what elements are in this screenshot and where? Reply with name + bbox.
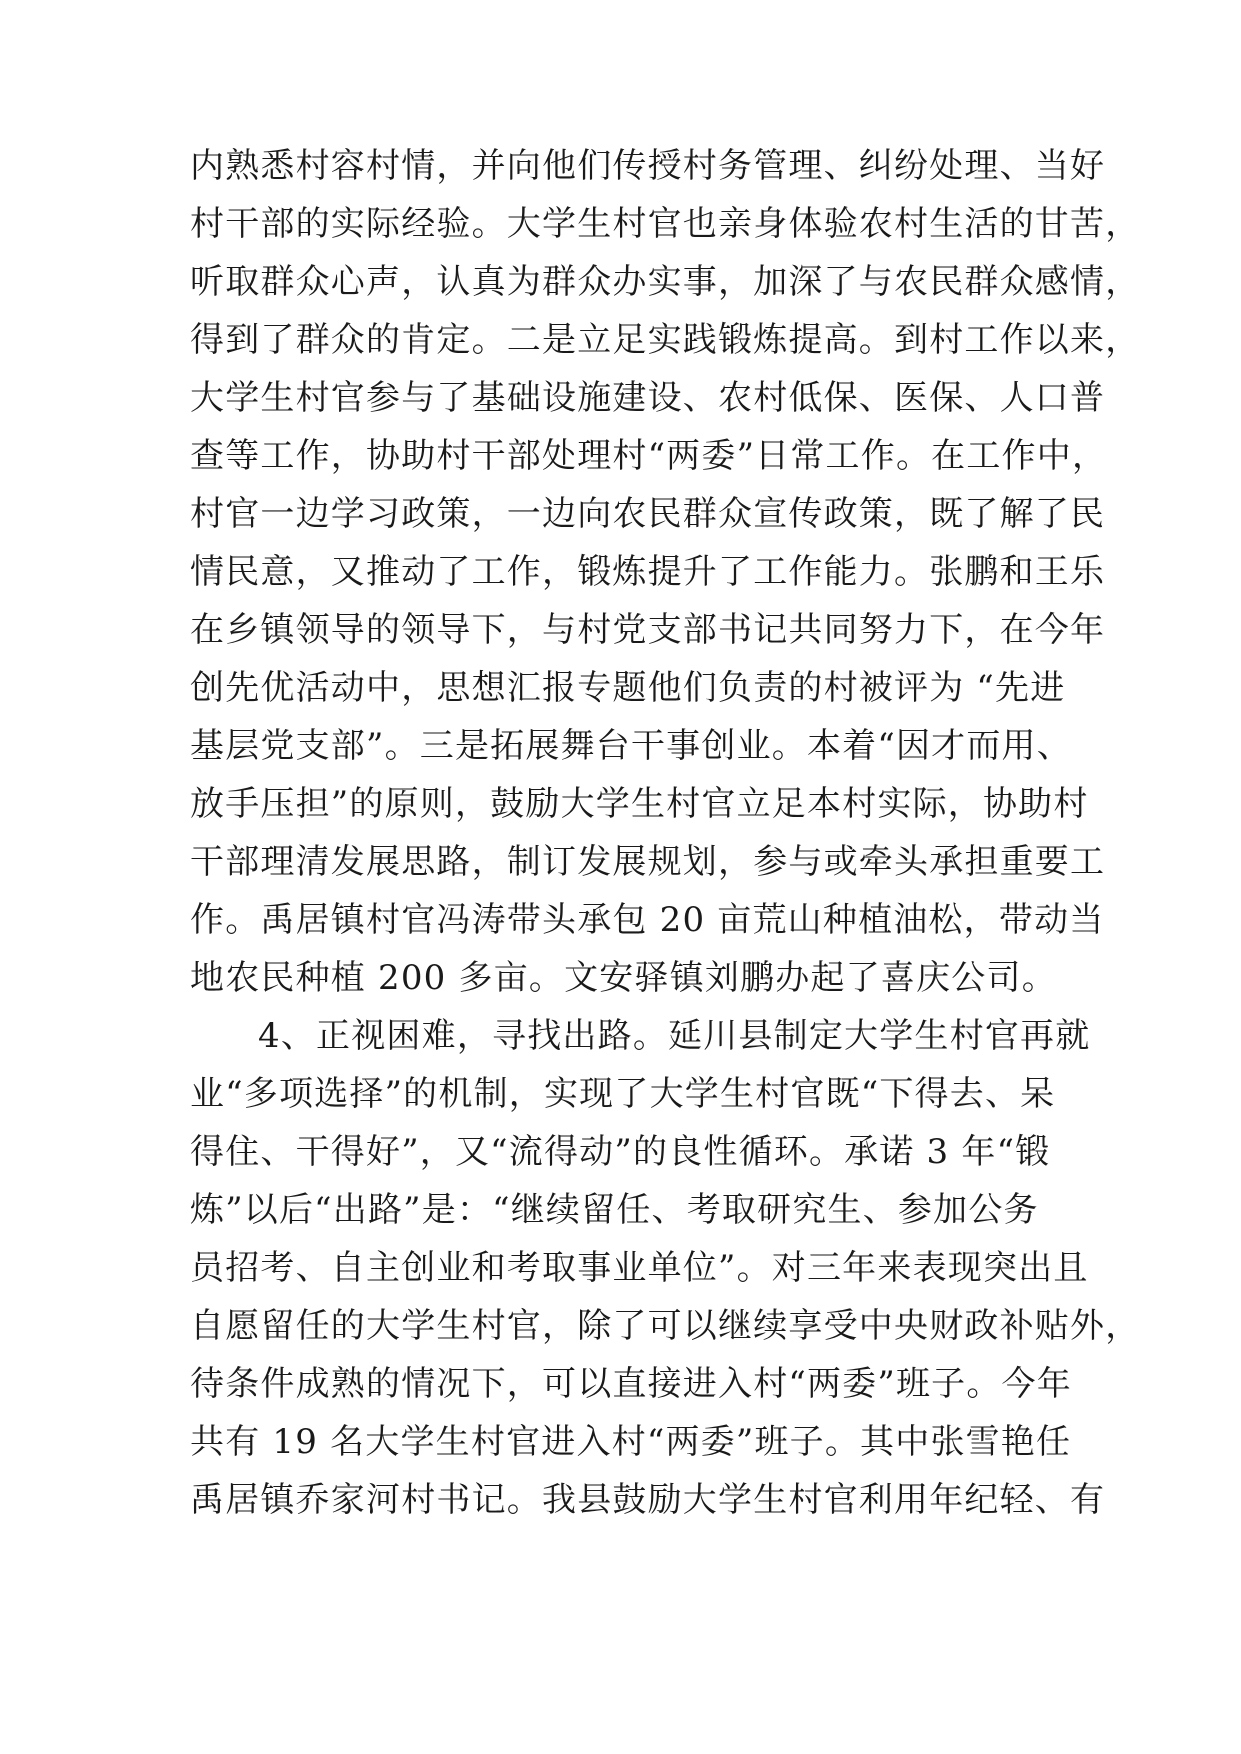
- text-line: 听取群众心声，认真为群众办实事，加深了与农民群众感情，: [190, 262, 1141, 302]
- text-line: 待条件成熟的情况下，可以直接进入村“两委”班子。今年: [190, 1364, 1072, 1404]
- text-line: 得到了群众的肯定。二是立足实践锻炼提高。到村工作以来，: [190, 320, 1141, 360]
- text-line: 得住、干得好”，又“流得动”的良性循环。承诺 3 年“锻: [190, 1132, 1051, 1172]
- text-line: 地农民种植 200 多亩。文安驿镇刘鹏办起了喜庆公司。: [190, 958, 1057, 998]
- text-line: 炼”以后“出路”是：“继续留任、考取研究生、参加公务: [190, 1190, 1039, 1230]
- text-line: 基层党支部”。三是拓展舞台干事创业。本着“因才而用、: [190, 726, 1072, 766]
- text-line: 放手压担”的原则，鼓励大学生村官立足本村实际，协助村: [190, 784, 1089, 824]
- text-line: 共有 19 名大学生村官进入村“两委”班子。其中张雪艳任: [190, 1422, 1072, 1462]
- text-line: 创先优活动中，思想汇报专题他们负责的村被评为 “先进: [190, 668, 1066, 708]
- text-line: 大学生村官参与了基础设施建设、农村低保、医保、人口普: [190, 378, 1106, 418]
- text-line: 在乡镇领导的领导下，与村党支部书记共同努力下，在今年: [190, 610, 1106, 650]
- text-line: 业“多项选择”的机制，实现了大学生村官既“下得去、呆: [190, 1074, 1056, 1114]
- text-line: 员招考、自主创业和考取事业单位”。对三年来表现突出且: [190, 1248, 1089, 1288]
- text-line: 干部理清发展思路，制订发展规划，参与或牵头承担重要工: [190, 842, 1106, 882]
- text-line: 村官一边学习政策，一边向农民群众宣传政策，既了解了民: [190, 494, 1106, 534]
- text-line: 自愿留任的大学生村官，除了可以继续享受中央财政补贴外，: [190, 1306, 1141, 1346]
- text-line: 村干部的实际经验。大学生村官也亲身体验农村生活的甘苦，: [190, 204, 1141, 244]
- paragraph-start-line: 4、正视困难，寻找出路。延川县制定大学生村官再就: [258, 1016, 1091, 1056]
- text-line: 查等工作，协助村干部处理村“两委”日常工作。在工作中，: [190, 436, 1108, 476]
- text-line: 情民意，又推动了工作，锻炼提升了工作能力。张鹏和王乐: [190, 552, 1106, 592]
- text-line: 禹居镇乔家河村书记。我县鼓励大学生村官利用年纪轻、有: [190, 1480, 1106, 1520]
- text-line: 作。禹居镇村官冯涛带头承包 20 亩荒山种植油松，带动当: [190, 900, 1105, 940]
- text-line: 内熟悉村容村情，并向他们传授村务管理、纠纷处理、当好: [190, 146, 1106, 186]
